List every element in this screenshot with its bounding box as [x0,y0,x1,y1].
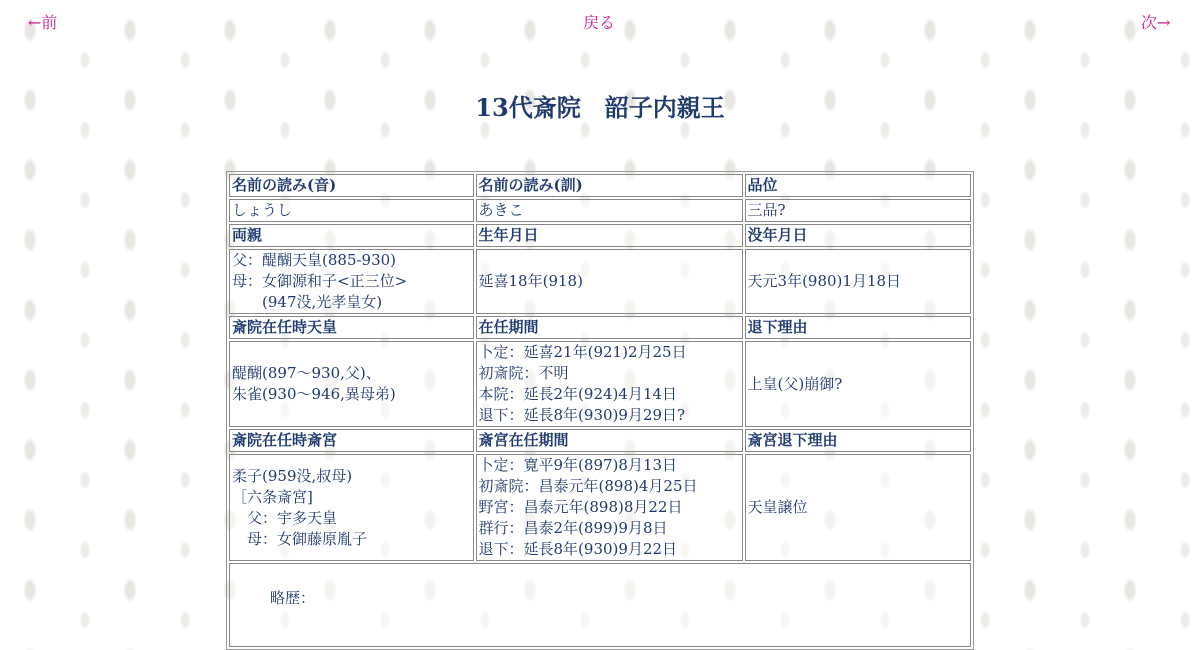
cell-line: 上皇(父)崩御? [747,374,843,393]
header-cell: 退下理由 [745,316,971,339]
cell-line: 群行：昌泰2年(899)9月8日 [478,519,668,537]
table-cell [745,341,971,427]
cell-line: 初斎院：昌泰元年(898)4月25日 [478,477,698,495]
cell-line: 柔子(959没,叔母) [232,466,353,485]
table-cell [229,249,474,314]
cell-line: 退下：延長8年(930)9月22日 [478,540,678,558]
cell-line: (947没,光孝皇女) [232,293,383,311]
table-cell [229,199,474,222]
table-header-row [229,316,971,339]
cell-line: 卜定：寛平9年(897)8月13日 [478,456,678,474]
cell-line: 醍醐(897～930,父)、 [232,364,381,382]
cell-line: 三品? [747,201,786,219]
table-cell [745,249,971,314]
table-row [229,341,971,427]
table-row [229,199,971,222]
info-table [226,171,974,650]
cell-line: 卜定：延喜21年(921)2月25日 [478,343,687,361]
header-cell: 在任期間 [476,316,743,339]
cell-line: あきこ [478,201,524,219]
cell-line: 野宮：昌泰元年(898)8月22日 [478,498,683,516]
header-cell: 生年月日 [476,224,743,247]
note-row [229,563,971,647]
cell-line: 父：宇多天皇 [232,508,338,527]
cell-line: 初斎院：不明 [478,364,569,382]
table-cell [476,199,743,222]
table-header-row [229,174,971,197]
cell-line: 母：女御藤原胤子 [232,529,368,548]
table-cell [229,341,474,427]
table-cell [229,454,474,561]
header-cell: 名前の読み(音) [229,174,474,197]
cell-line: 退下：延長8年(930)9月29日? [478,406,686,424]
next-link[interactable]: 次→ [1141,13,1171,32]
page-title: 13代斎院 韶子内親王 [475,93,725,122]
table-header-row [229,429,971,452]
header-cell: 斎院在任時天皇 [229,316,474,339]
biography-label: 略歴： [229,563,971,647]
header-cell: 斎宮在任期間 [476,429,743,452]
cell-line: 朱雀(930～946,異母弟) [232,385,396,403]
table-cell [476,341,743,427]
header-cell: 品位 [745,174,971,197]
table-cell [476,454,743,561]
header-cell: 斎院在任時斎宮 [229,429,474,452]
header-cell: 斎宮退下理由 [745,429,971,452]
table-row [229,249,971,314]
cell-line: しょうし [232,201,293,219]
table-cell [745,454,971,561]
table-row [229,454,971,561]
header-cell: 名前の読み(訓) [476,174,743,197]
cell-line: 父：醍醐天皇(885-930) [232,251,397,269]
cell-line: 天元3年(980)1月18日 [747,272,902,290]
cell-line: 天皇譲位 [747,498,808,516]
table-cell [476,249,743,314]
cell-line: ［六条斎宮] [232,487,313,506]
back-link[interactable]: 戻る [583,13,616,32]
header-cell: 両親 [229,224,474,247]
cell-line: 本院：延長2年(924)4月14日 [478,385,678,403]
table-header-row [229,224,971,247]
table-cell [745,199,971,222]
prev-link[interactable]: ←前 [28,13,58,32]
header-cell: 没年月日 [745,224,971,247]
cell-line: 延喜18年(918) [478,272,583,290]
cell-line: 母：女御源和子<正三位> [232,272,408,290]
